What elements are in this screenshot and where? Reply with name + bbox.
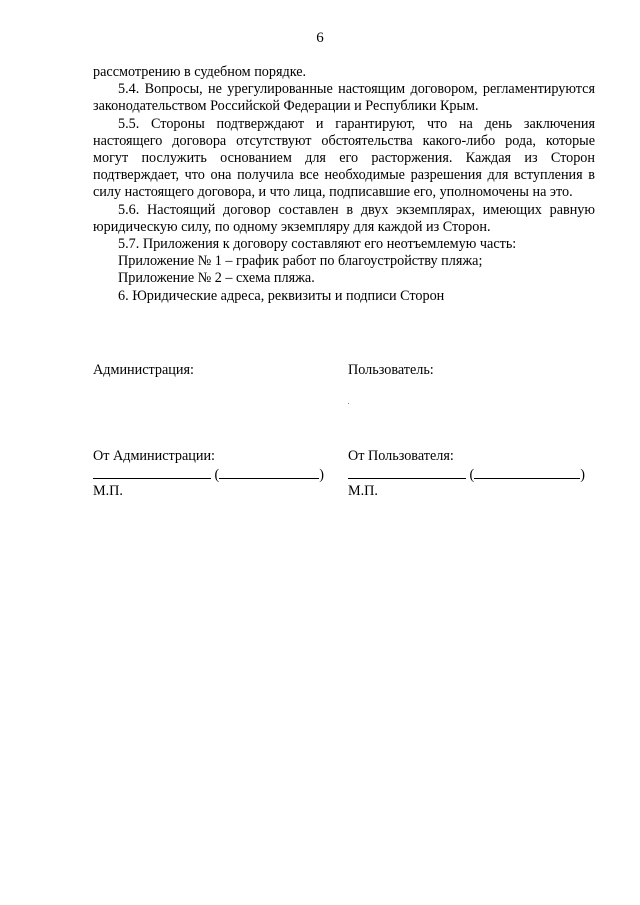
from-administration-label: От Администрации:	[93, 448, 215, 464]
close-paren: )	[580, 467, 586, 483]
administration-name-blank	[219, 465, 319, 479]
administration-heading: Администрация:	[93, 362, 194, 378]
administration-signature-blank	[93, 465, 211, 479]
user-signature-line	[348, 465, 585, 484]
open-paren: (	[469, 467, 475, 483]
paragraph-5-7: 5.7. Приложения к договору составляют его неотъемлемую часть:	[118, 236, 517, 253]
administration-seal-label: М.П.	[93, 483, 123, 499]
user-seal-label: М.П.	[348, 483, 378, 499]
user-signature-blank	[348, 465, 466, 479]
open-paren: (	[214, 467, 220, 483]
user-heading: Пользователь:	[348, 362, 434, 378]
paragraph-continuation: рассмотрению в судебном порядке.	[93, 64, 307, 80]
administration-signature-line	[93, 465, 324, 484]
contract-body	[93, 64, 595, 305]
from-user-label: От Пользователя:	[348, 448, 454, 464]
page-number: 6	[316, 30, 324, 46]
paragraph-5-4: 5.4. Вопросы, не урегулированные настоящим договором, регламентируются законодательством Российской Федерации и Республики Крым.	[93, 81, 595, 115]
appendix-1: Приложение № 1 – график работ по благоустройству пляжа;	[118, 253, 483, 270]
paragraph-5-6: 5.6. Настоящий договор составлен в двух экземплярах, имеющих равную юридическую силу, по одному экземпляру для каждой из Сторон.	[93, 201, 595, 235]
close-paren: )	[319, 467, 325, 483]
section-6-heading: 6. Юридические адреса, реквизиты и подписи Сторон	[118, 287, 445, 304]
appendix-2: Приложение № 2 – схема пляжа.	[118, 270, 315, 287]
scan-speck	[348, 403, 349, 404]
paragraph-5-5: 5.5. Стороны подтверждают и гарантируют, что на день заключения настоящего договора отсутствуют обстоятельства какого-либо рода, которые могут послужить основанием для его расторжения. Каждая из Сторон подтверждает, что она получила все необходимые разрешения для вступления в силу настоящего договора, и что лица, подписавшие его, уполномочены на это.	[93, 115, 595, 201]
user-name-blank	[474, 465, 580, 479]
